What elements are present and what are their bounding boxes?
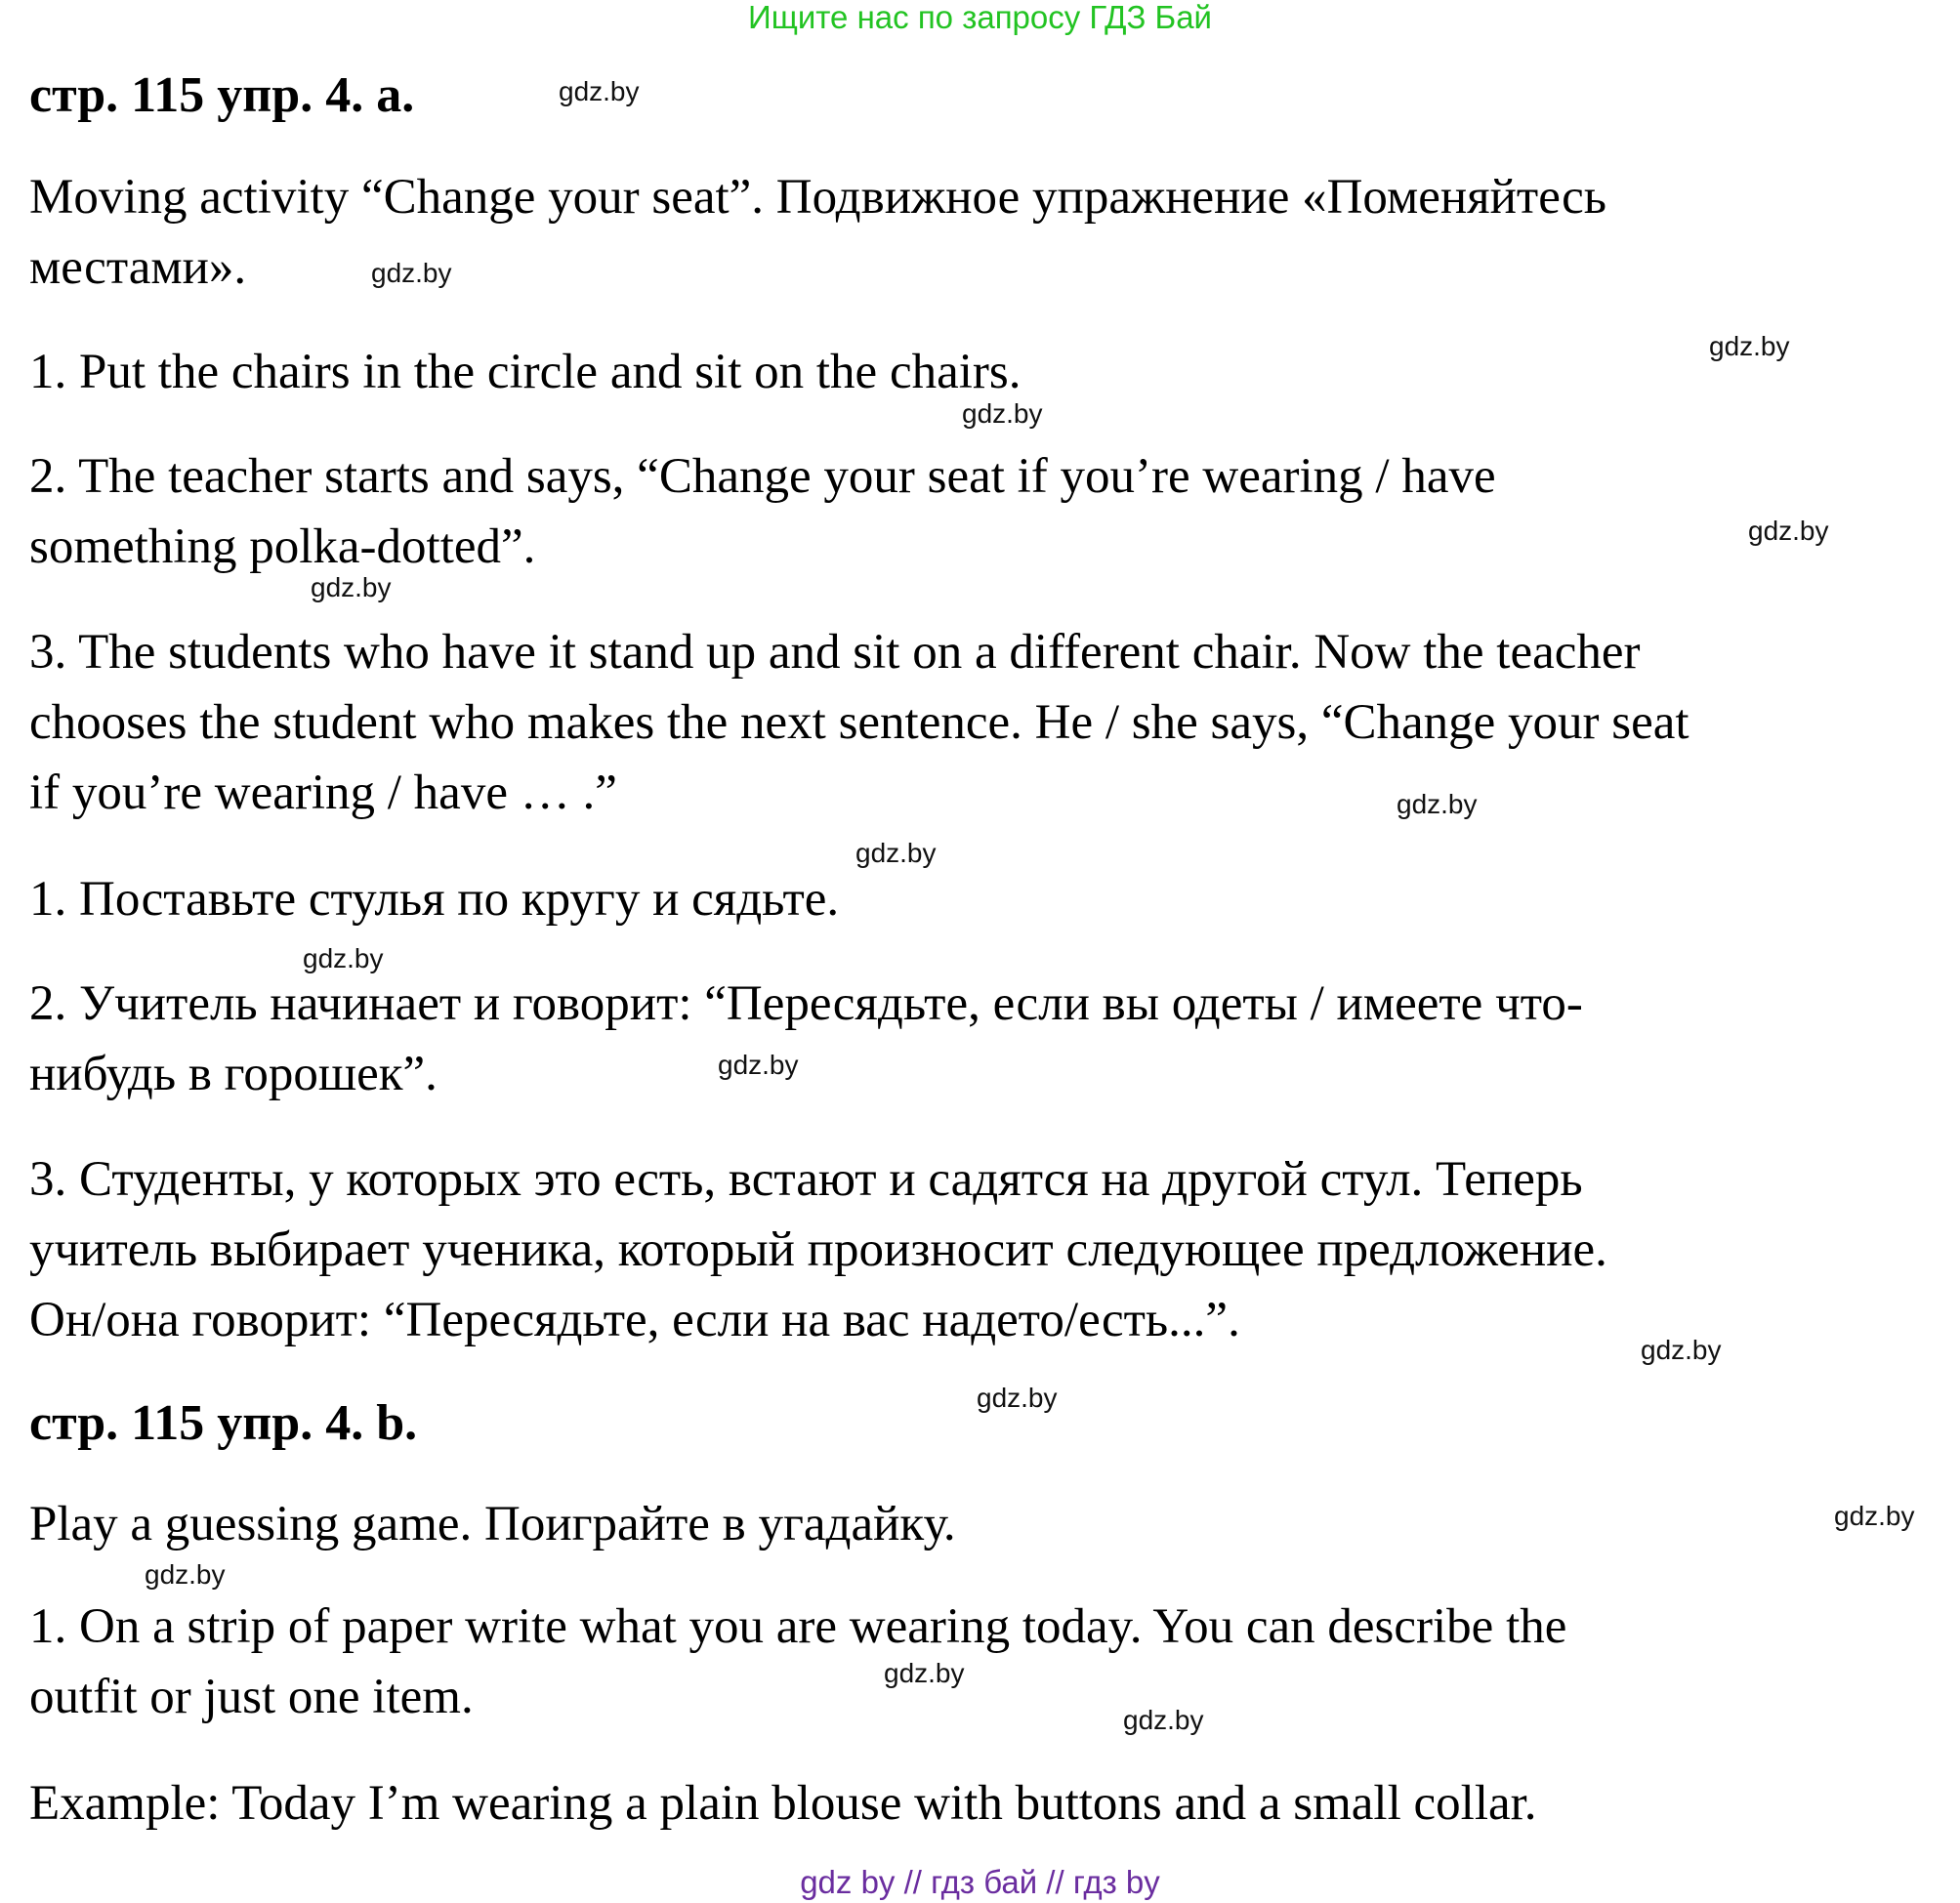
watermark: gdz.by bbox=[303, 943, 384, 973]
en-step-2 bbox=[29, 441, 1943, 582]
watermark: gdz.by bbox=[1748, 516, 1829, 546]
search-banner: Ищите нас по запросу ГДЗ Бай bbox=[748, 0, 1212, 35]
section-b-intro bbox=[29, 1489, 1943, 1559]
text-line: Play a guessing game. Поиграйте в угадайку. bbox=[29, 1497, 956, 1551]
text-line: учитель выбирает ученика, который произносит следующее предложение. bbox=[29, 1222, 1607, 1277]
watermark: gdz.by bbox=[1397, 789, 1478, 819]
text-line: 3. The students who have it stand up and sit on a different chair. Now the teacher bbox=[29, 625, 1641, 680]
text-line: something polka-dotted”. bbox=[29, 519, 536, 574]
b-step-1 bbox=[29, 1592, 1943, 1732]
watermark: gdz.by bbox=[855, 838, 937, 868]
en-step-1 bbox=[29, 337, 1943, 407]
watermark: gdz.by bbox=[1709, 331, 1790, 361]
example-sentence bbox=[29, 1768, 1943, 1839]
text-line: Он/она говорит: “Пересядьте, если на вас надето/есть...”. bbox=[29, 1293, 1240, 1347]
watermark: gdz.by bbox=[962, 398, 1043, 429]
section-b-heading: стр. 115 упр. 4. b. bbox=[29, 1395, 418, 1451]
text-line: chooses the student who makes the next sentence. He / she says, “Change your seat bbox=[29, 695, 1689, 750]
watermark: gdz.by bbox=[559, 76, 640, 106]
text-line: outfit or just one item. bbox=[29, 1670, 474, 1724]
text-line: 2. The teacher starts and says, “Change your seat if you’re wearing / have bbox=[29, 449, 1496, 504]
section-a-heading: стр. 115 упр. 4. a. bbox=[29, 67, 415, 123]
watermark: gdz.by bbox=[884, 1658, 965, 1688]
section-a-intro bbox=[29, 162, 1943, 303]
text-line: 1. On a strip of paper write what you are wearing today. You can describe the bbox=[29, 1599, 1567, 1654]
watermark: gdz.by bbox=[977, 1383, 1058, 1413]
text-line: местами». bbox=[29, 240, 247, 295]
watermark: gdz.by bbox=[1834, 1501, 1915, 1531]
text-line: 3. Студенты, у которых это есть, встают и садятся на другой стул. Теперь bbox=[29, 1152, 1583, 1207]
watermark: gdz.by bbox=[718, 1050, 799, 1080]
footer-links: gdz by // гдз бай // гдз by bbox=[800, 1864, 1160, 1900]
text-line: if you’re wearing / have … .” bbox=[29, 765, 617, 820]
watermark: gdz.by bbox=[1123, 1705, 1204, 1735]
ru-step-2 bbox=[29, 969, 1943, 1109]
text-line: Moving activity “Change your seat”. Подвижное упражнение «Поменяйтесь bbox=[29, 170, 1606, 225]
watermark: gdz.by bbox=[311, 572, 392, 602]
en-step-3 bbox=[29, 617, 1943, 828]
text-line: 1. Put the chairs in the circle and sit on the chairs. bbox=[29, 345, 1022, 399]
watermark: gdz.by bbox=[145, 1559, 226, 1590]
watermark: gdz.by bbox=[371, 258, 452, 288]
text-line: 2. Учитель начинает и говорит: “Пересядьте, если вы одеты / имеете что- bbox=[29, 976, 1583, 1031]
watermark: gdz.by bbox=[1641, 1335, 1722, 1365]
text-line: нибудь в горошек”. bbox=[29, 1047, 438, 1101]
ru-step-1 bbox=[29, 864, 1943, 934]
text-line: Example: Today I’m wearing a plain blouse with buttons and a small collar. bbox=[29, 1776, 1537, 1831]
text-line: 1. Поставьте стулья по кругу и сядьте. bbox=[29, 872, 840, 927]
ru-step-3 bbox=[29, 1144, 1943, 1355]
